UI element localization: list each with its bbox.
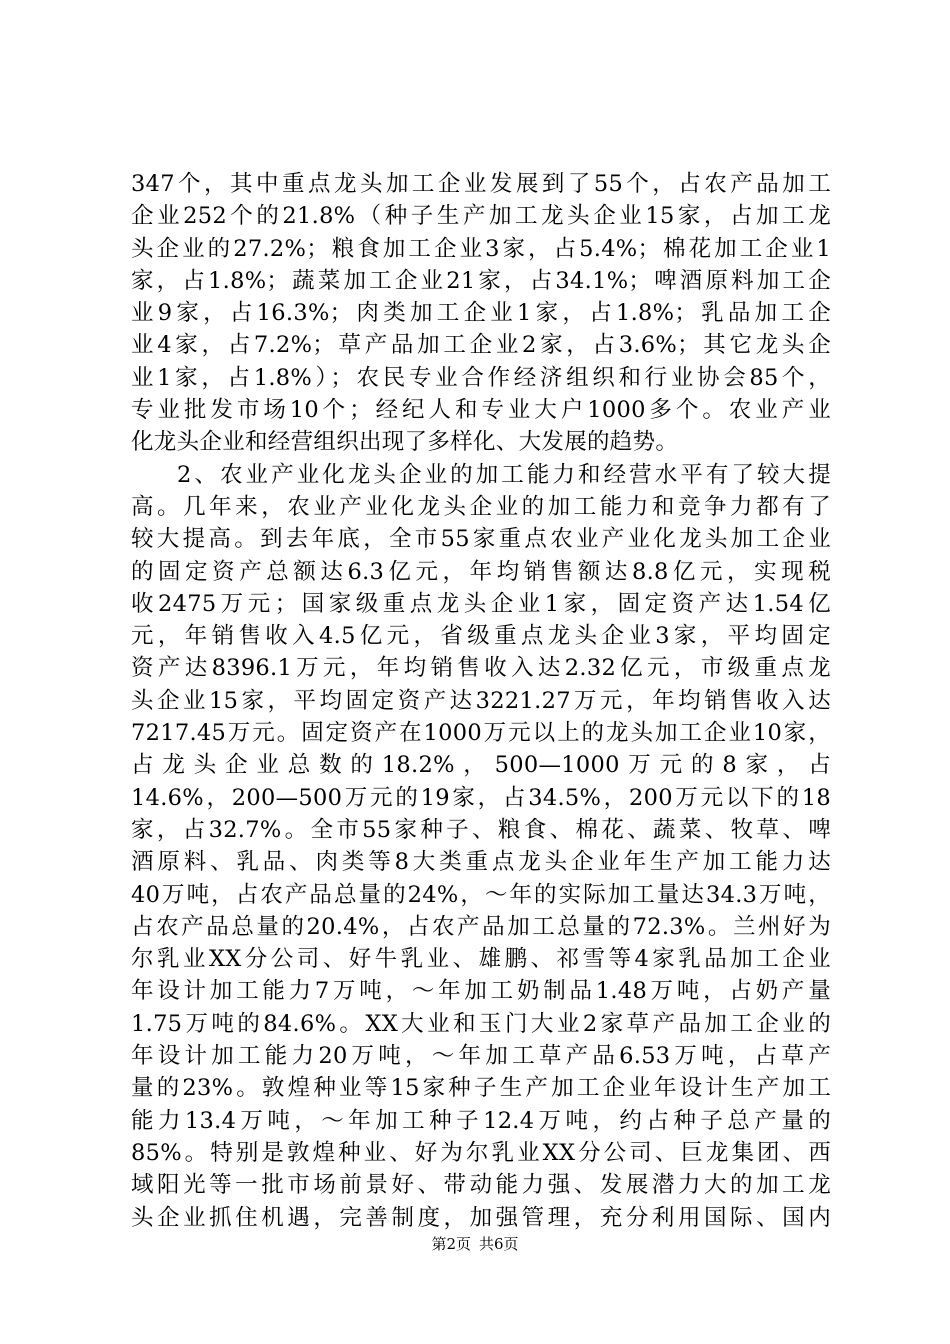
text-line: 40万吨，占农产品总量的24%，～年的实际加工量达34.3万吨，: [131, 881, 831, 908]
document-body: [131, 168, 831, 1234]
page-total: 共6页: [479, 1235, 519, 1253]
text-line: 业9家，占16.3%；肉类加工企业1家，占1.8%；乳品加工企: [131, 300, 831, 327]
text-line: 域阳光等一批市场前景好、带动能力强、发展潜力大的加工龙: [131, 1172, 831, 1199]
text-line: 头企业的27.2%；粮食加工企业3家，占5.4%；棉花加工企业1: [131, 235, 831, 262]
text-line: 高。几年来，农业产业化龙头企业的加工能力和竞争力都有了: [131, 493, 831, 520]
text-line: 元，年销售收入4.5亿元，省级重点龙头企业3家，平均固定: [131, 623, 831, 650]
text-line: 7217.45万元。固定资产在1000万元以上的龙头加工企业10家，: [131, 720, 831, 747]
text-line: 业4家，占7.2%；草产品加工企业2家，占3.6%；其它龙头企: [131, 332, 831, 359]
text-line: 专业批发市场10个；经纪人和专业大户1000多个。农业产业: [131, 397, 831, 424]
text-line: 占农产品总量的20.4%，占农产品加工总量的72.3%。兰州好为: [131, 913, 831, 940]
text-line: 量的23%。敦煌种业等15家种子生产加工企业年设计生产加工: [131, 1075, 831, 1102]
text-line: 的固定资产总额达6.3亿元，年均销售额达8.8亿元，实现税: [131, 558, 831, 585]
text-line: 能力13.4万吨，～年加工种子12.4万吨，约占种子总产量的: [131, 1107, 831, 1134]
text-line: 业1家，占1.8%）；农民专业合作经济组织和行业协会85个，: [131, 364, 831, 391]
text-line: 尔乳业XX分公司、好牛乳业、雄鹏、祁雪等4家乳品加工企业: [131, 946, 831, 973]
text-line: 14.6%，200—500万元的19家，占34.5%，200万元以下的18: [131, 784, 831, 811]
paragraph-start-line: 2、农业产业化龙头企业的加工能力和经营水平有了较大提: [177, 461, 831, 488]
text-line: 企业252个的21.8%（种子生产加工龙头企业15家，占加工龙: [131, 203, 831, 230]
text-line: 收2475万元；国家级重点龙头企业1家，固定资产达1.54亿: [131, 590, 831, 617]
text-line: 家，占1.8%；蔬菜加工企业21家，占34.1%；啤酒原料加工企: [131, 267, 831, 294]
text-line: 酒原料、乳品、肉类等8大类重点龙头企业年生产加工能力达: [131, 849, 831, 876]
text-line: 347个，其中重点龙头加工企业发展到了55个，占农产品加工: [131, 171, 831, 197]
text-line: 家，占32.7%。全市55家种子、粮食、棉花、蔬菜、牧草、啤: [131, 816, 831, 843]
text-line: 化龙头企业和经营组织出现了多样化、大发展的趋势。: [131, 429, 679, 456]
text-line: 85%。特别是敦煌种业、好为尔乳业XX分公司、巨龙集团、西: [131, 1139, 831, 1166]
text-line: 资产达8396.1万元，年均销售收入达2.32亿元，市级重点龙: [131, 655, 831, 682]
page-footer: [0, 1234, 950, 1254]
text-line: 较大提高。到去年底，全市55家重点农业产业化龙头加工企业: [131, 526, 831, 553]
text-line: 占龙头企业总数的18.2%，500—1000万元的8家，占: [131, 752, 831, 779]
page-number: 第2页: [431, 1235, 471, 1253]
text-line: 头企业15家，平均固定资产达3221.27万元，年均销售收入达: [131, 687, 831, 714]
text-line: 1.75万吨的84.6%。XX大业和玉门大业2家草产品加工企业的: [131, 1010, 831, 1037]
text-line: 年设计加工能力20万吨，～年加工草产品6.53万吨，占草产: [131, 1043, 831, 1070]
text-line: 年设计加工能力7万吨，～年加工奶制品1.48万吨，占奶产量: [131, 978, 831, 1005]
text-line: 头企业抓住机遇，完善制度，加强管理，充分利用国际、国内: [131, 1204, 831, 1231]
